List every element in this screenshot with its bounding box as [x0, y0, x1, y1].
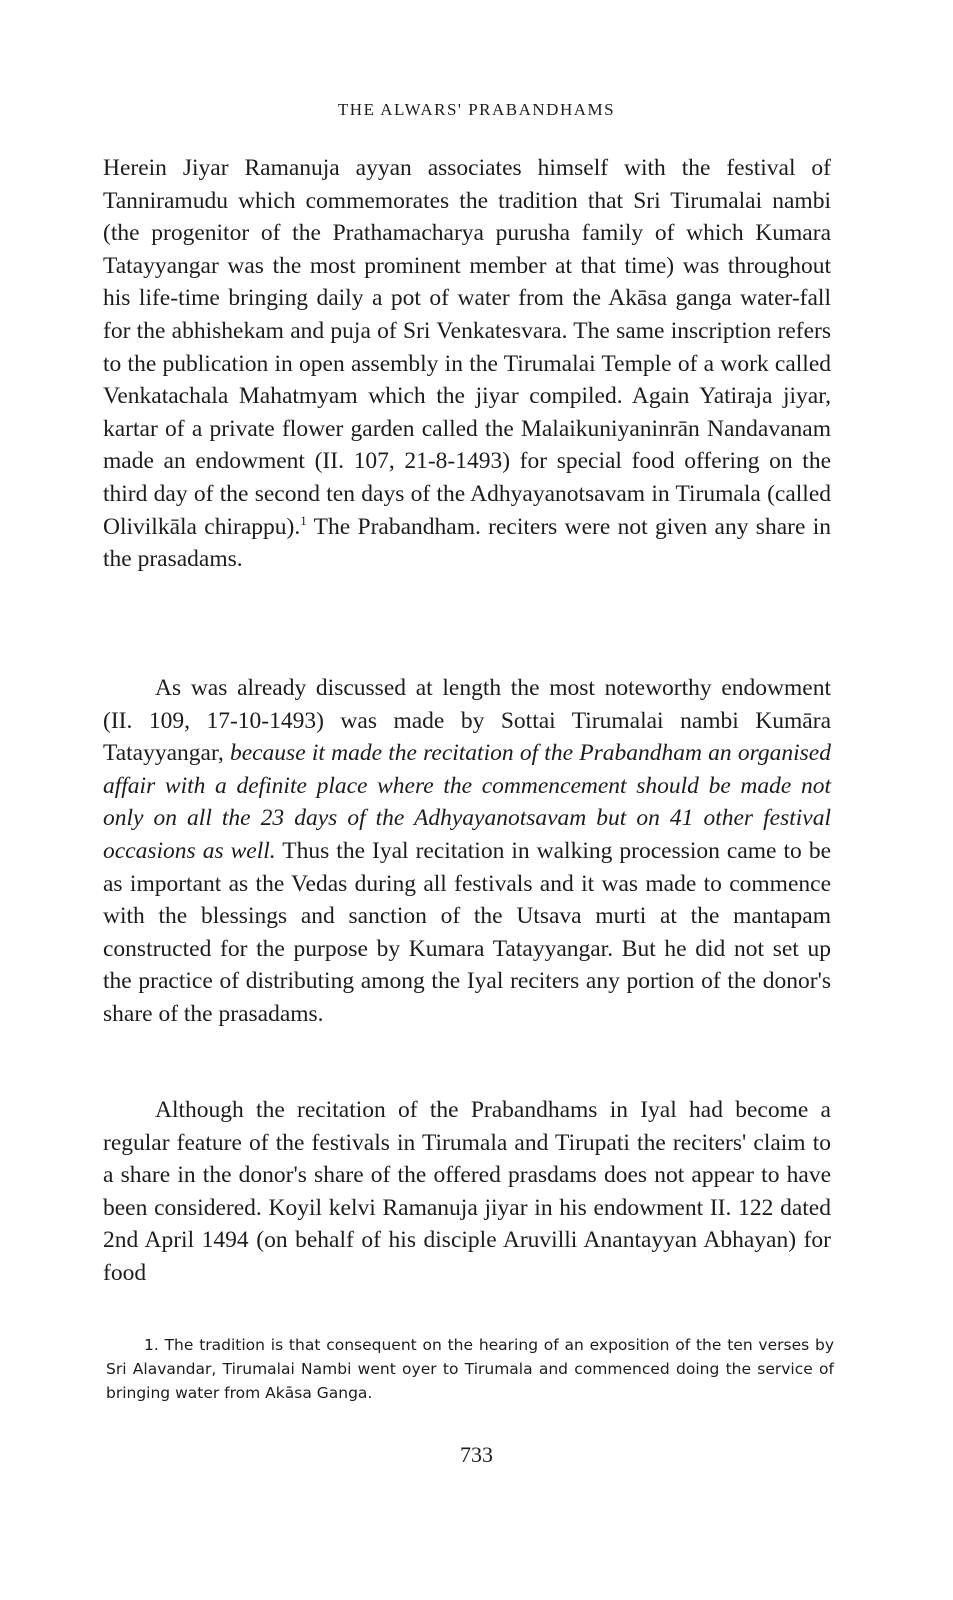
running-head: THE ALWARS' PRABANDHAMS: [337, 100, 616, 119]
paragraph-1-text-continued: The Prabandham. reciters were not given any share in the prasadams.: [103, 513, 831, 573]
paragraph-3-text: Although the recitation of the Prabandhams in Iyal had become a regular feature of the festivals in Tirumala and Tirupati the reciters' claim to a share in the donor's share of the offered prasdams does not appear to have been considered. Koyil kelvi Ramanuja jiyar in his endowment II. 122 dated 2nd April 1494 (on behalf of his disciple Aruvilli Anantayyan Abhayan) for food: [103, 1097, 831, 1286]
page-number: 733: [460, 1442, 493, 1467]
paragraph-1: [103, 152, 831, 576]
paragraph-2-text-continued: Thus the Iyal recitation in walking procession came to be as important as the Vedas during all festivals and it was made to commence with the blessings and sanction of the Utsava murti at the mantapam constructed for the purpose by Kumara Tatayyangar. But he did not set up the practice of distributing among the Iyal reciters any portion of the donor's share of the prasadams.: [103, 837, 831, 1027]
paragraph-2-italic-text: because it made the recitation of the Prabandham an organised affair with a definite place where the commencement should be made not only on all the 23 days of the Adhyayanotsavam but on 41 other festival occasions as well.: [103, 740, 831, 864]
paragraph-1-text: Herein Jiyar Ramanuja ayyan associates himself with the festival of Tanniramudu which commemorates the tradition that Sri Tirumalai nambi (the progenitor of the Prathamacharya purusha family of which Kumara Tatayyangar was the most prominent member at that time) was throughout his life-time bringing daily a pot of water from the Akāsa ganga water-fall for the abhishekam and puja of Sri Venkatesvara. The same inscription refers to the publication in open assembly in the Tirumalai Temple of a work called Venkatachala Mahatmyam which the jiyar compiled. Again Yatiraja jiyar, kartar of a private flower garden called the Malaikuniyaninrān Nandavanam made an endowment (II. 107, 21-8-1493) for special food offering on the third day of the second ten days of the Adhyayanotsavam in Tirumala (called Olivilkāla chirappu).: [103, 155, 831, 540]
paragraph-3: [103, 1094, 831, 1290]
paragraph-2-text: As was already discussed at length the most noteworthy endowment (II. 109, 17-10-1493) was made by Sottai Tirumalai nambi Kumāra Tatayyangar,: [103, 675, 831, 767]
paragraph-2: [103, 672, 831, 1031]
footnote: [106, 1333, 834, 1405]
footnote-reference: 1: [300, 512, 307, 528]
footnote-text: The tradition is that consequent on the hearing of an exposition of the ten verses by Sri Alavandar, Tirumalai Nambi went oyer to Tirumala and commenced doing the service of bringing water from Akāsa Ganga.: [106, 1336, 834, 1402]
footnote-number: 1.: [144, 1336, 159, 1354]
